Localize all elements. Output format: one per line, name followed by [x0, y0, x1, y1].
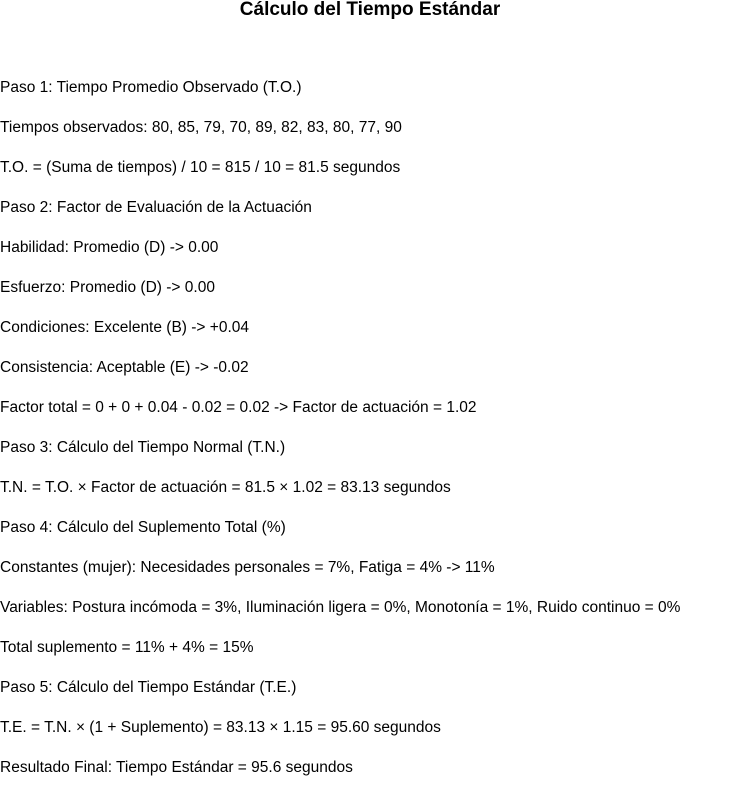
normal-time-line: T.N. = T.O. × Factor de actuación = 81.5 × 1.02 = 83.13 segundos — [0, 479, 451, 496]
standard-time-line: T.E. = T.N. × (1 + Suplemento) = 83.13 × 1.15 = 95.60 segundos — [0, 719, 441, 736]
calculation-lines — [0, 78, 740, 798]
final-result-line: Resultado Final: Tiempo Estándar = 95.6 segundos — [0, 759, 353, 776]
total-supplement-line: Total suplemento = 11% + 4% = 15% — [0, 639, 254, 656]
step-3-heading: Paso 3: Cálculo del Tiempo Normal (T.N.) — [0, 439, 286, 456]
skill-line: Habilidad: Promedio (D) -> 0.00 — [0, 239, 219, 256]
step-5-heading: Paso 5: Cálculo del Tiempo Estándar (T.E.) — [0, 679, 297, 696]
step-1-heading: Paso 1: Tiempo Promedio Observado (T.O.) — [0, 79, 302, 96]
effort-line: Esfuerzo: Promedio (D) -> 0.00 — [0, 279, 215, 296]
page-title: Cálculo del Tiempo Estándar — [239, 0, 501, 20]
average-time-line: T.O. = (Suma de tiempos) / 10 = 815 / 10 = 81.5 segundos — [0, 159, 401, 176]
observed-times-line: Tiempos observados: 80, 85, 79, 70, 89, 82, 83, 80, 77, 90 — [0, 119, 402, 136]
variables-line: Variables: Postura incómoda = 3%, Iluminación ligera = 0%, Monotonía = 1%, Ruido continuo = 0% — [0, 599, 681, 616]
constants-line: Constantes (mujer): Necesidades personales = 7%, Fatiga = 4% -> 11% — [0, 559, 495, 576]
step-4-heading: Paso 4: Cálculo del Suplemento Total (%) — [0, 519, 286, 536]
step-2-heading: Paso 2: Factor de Evaluación de la Actuación — [0, 199, 312, 216]
consistency-line: Consistencia: Aceptable (E) -> -0.02 — [0, 359, 249, 376]
conditions-line: Condiciones: Excelente (B) -> +0.04 — [0, 319, 249, 336]
total-factor-line: Factor total = 0 + 0 + 0.04 - 0.02 = 0.02 -> Factor de actuación = 1.02 — [0, 399, 477, 416]
